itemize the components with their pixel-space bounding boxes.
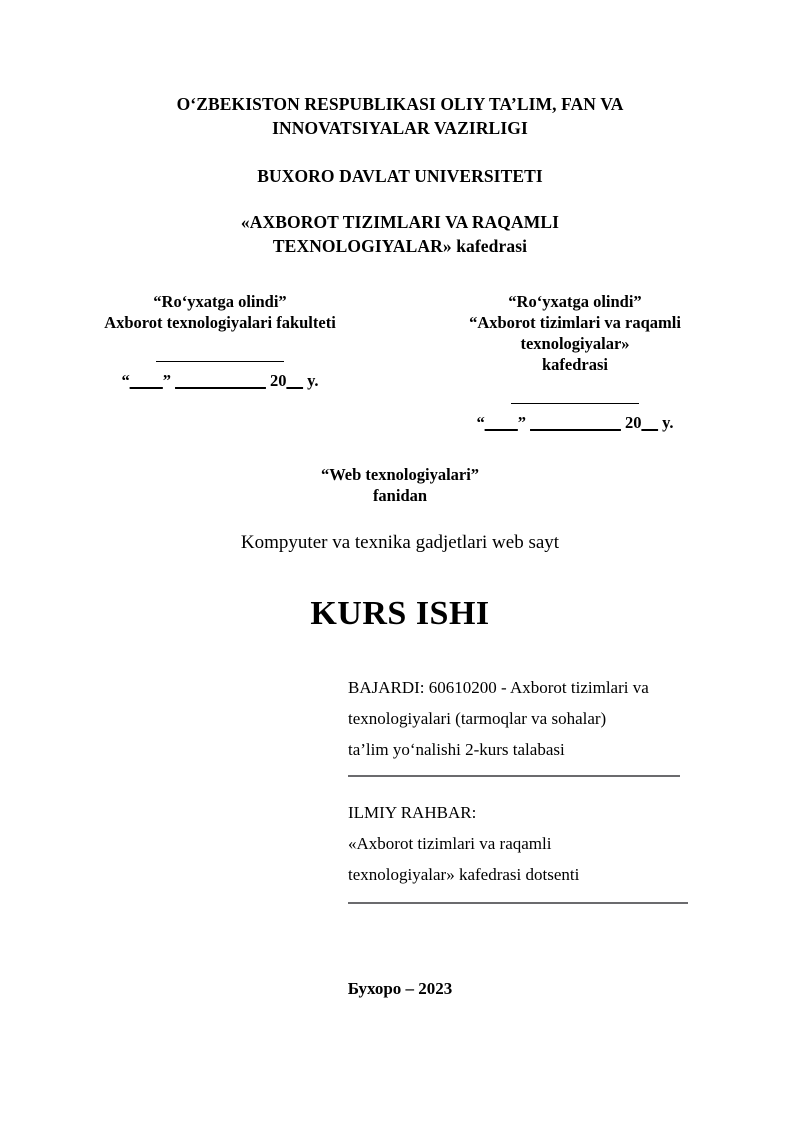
- faculty-signature-line: [60, 351, 380, 390]
- credits-section: [348, 672, 688, 904]
- advisor-line-1: «Axborot tizimlari va raqamli: [348, 834, 552, 853]
- subject-section: [100, 464, 700, 506]
- department-line-1: «AXBOROT TIZIMLARI VA RAQAMLI: [240, 212, 560, 232]
- department-date-quote-close: ”: [517, 413, 526, 432]
- advisor-label: ILMIY RAHBAR:: [348, 803, 477, 822]
- document-footer: Бухоро – 2023: [347, 979, 453, 998]
- document-title: KURS ISHI: [310, 595, 490, 632]
- department-date-quote-open: “: [476, 413, 485, 432]
- department-name-line-3: kafedrasi: [542, 355, 608, 374]
- document-header: [100, 92, 700, 258]
- author-line-2: texnologiyalari (tarmoqlar va sohalar): [348, 709, 607, 728]
- advisor-block: [348, 797, 688, 904]
- department-date-year-prefix: 20: [624, 413, 642, 432]
- ministry-line-2: INNOVATSIYALAR VAZIRLIGI: [272, 118, 528, 138]
- department-signature-line: [410, 393, 740, 432]
- university-name: BUXORO DAVLAT UNIVERSITETI: [257, 166, 543, 186]
- faculty-date-day-blank: ____: [129, 371, 163, 390]
- author-line-3: ta’lim yo‘nalishi 2-kurs talabasi: [348, 740, 565, 759]
- registration-section: [60, 291, 740, 432]
- department-line-2: TEXNOLOGIYALAR» kafedrasi: [272, 236, 528, 256]
- department-registration-title: “Ro‘yxatga olindi”: [508, 292, 642, 311]
- advisor-line-2: texnologiyalar» kafedrasi dotsenti: [348, 865, 580, 884]
- faculty-date-line: [60, 372, 380, 390]
- department-name-line-1: “Axborot tizimlari va raqamli: [469, 313, 681, 332]
- faculty-date-year-suffix: y.: [307, 371, 319, 390]
- faculty-registration-title: “Ro‘yxatga olindi”: [153, 292, 287, 311]
- advisor-signature-rule: [348, 902, 688, 904]
- department-date-month-blank: ___________: [530, 413, 621, 432]
- faculty-date-year-blank: __: [286, 371, 303, 390]
- author-block: [348, 672, 688, 777]
- author-line-1: BAJARDI: 60610200 - Axborot tizimlari va: [348, 678, 649, 697]
- faculty-date-quote-close: ”: [162, 371, 171, 390]
- faculty-date-year-prefix: 20: [269, 371, 287, 390]
- registration-column-faculty: [60, 291, 380, 390]
- faculty-signature-overline: [60, 351, 380, 369]
- registration-column-department: [410, 291, 740, 432]
- department-date-day-blank: ____: [484, 413, 518, 432]
- coursework-topic: Kompyuter va texnika gadjetlari web sayt: [240, 532, 560, 553]
- department-name-line-2: texnologiyalar»: [520, 334, 630, 353]
- department-date-year-blank: __: [641, 413, 658, 432]
- department-signature-overline: [410, 393, 740, 411]
- ministry-line-1: O‘ZBEKISTON RESPUBLIKASI OLIY TA’LIM, FAN VA: [176, 94, 624, 114]
- faculty-date-month-blank: ___________: [175, 371, 266, 390]
- faculty-name: Axborot texnologiyalari fakulteti: [104, 313, 336, 332]
- faculty-date-quote-open: “: [121, 371, 130, 390]
- department-date-line: [410, 414, 740, 432]
- subject-suffix: fanidan: [372, 486, 428, 505]
- department-date-year-suffix: y.: [662, 413, 674, 432]
- subject-name: “Web texnologiyalari”: [320, 465, 480, 484]
- author-signature-rule: [348, 775, 680, 777]
